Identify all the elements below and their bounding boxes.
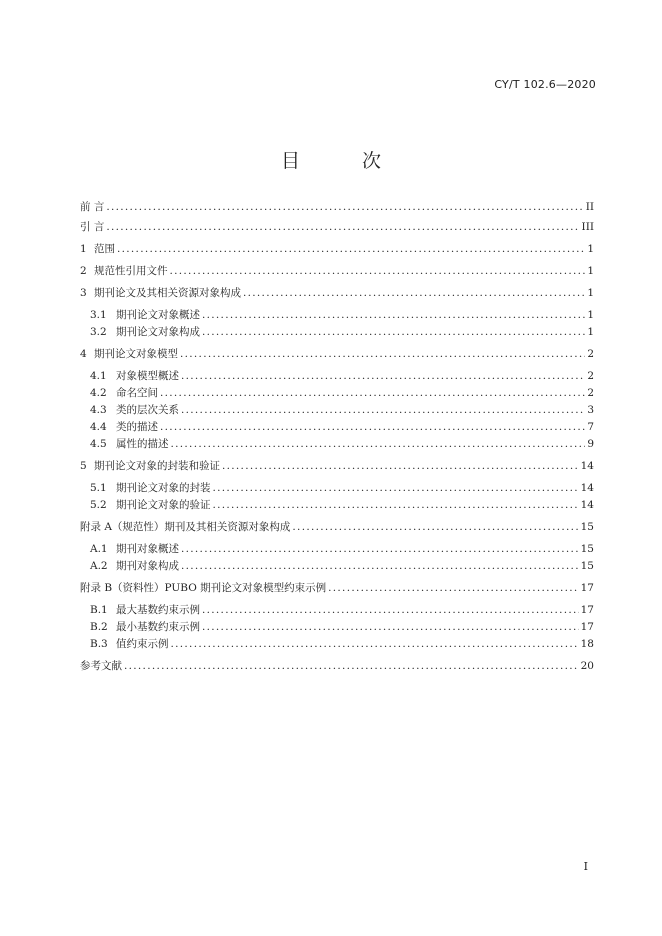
toc-entry[interactable] [80,200,594,214]
toc-entry-page: 1 [587,309,594,321]
toc-entry[interactable] [90,403,594,417]
toc-entry[interactable] [80,242,594,256]
toc-entry-number: 5 [80,460,87,472]
toc-entry-label: 类的描述 [116,421,158,433]
toc-dot-leader [202,308,585,322]
toc-entry-page: 17 [580,604,594,616]
toc-entry[interactable] [80,286,594,300]
toc-dot-leader [181,403,585,417]
toc-entry-number: 4.2 [90,387,107,399]
toc-entry-page: 9 [587,438,594,450]
toc-entry-number: B.1 [90,604,108,616]
page-title: 目 次 [280,150,410,172]
toc-entry[interactable] [90,542,594,556]
toc-entry-number: 3 [80,287,87,299]
toc-entry-label: 参考文献 [80,660,122,672]
toc-dot-leader [171,637,579,651]
toc-dot-leader [124,659,579,673]
toc-entry[interactable] [90,420,594,434]
toc-entry-page: 20 [580,660,594,672]
toc-entry[interactable] [90,308,594,322]
toc-entry-label: 对象模型概述 [116,370,179,382]
toc-entry-label: 期刊论文对象模型 [94,348,178,360]
toc-dot-leader [243,286,585,300]
toc-entry-page: 7 [587,421,594,433]
toc-entry-page: 2 [587,387,594,399]
toc-dot-leader [181,369,585,383]
toc-entry-page: 17 [580,582,594,594]
toc-entry-page: 2 [587,348,594,360]
toc-entry-label: 期刊论文对象的封装和验证 [94,460,220,472]
toc-dot-leader [213,498,579,512]
toc-entry-number: 4.5 [90,438,107,450]
toc-entry[interactable] [90,386,594,400]
toc-entry-label: 期刊论文对象构成 [116,326,200,338]
toc-entry-label: 前 言 [80,201,105,213]
toc-entry-label: 期刊对象构成 [116,560,179,572]
toc-entry-page: 14 [580,460,594,472]
toc-entry-page: 17 [580,621,594,633]
toc-entry[interactable] [80,659,594,673]
toc-entry-page: III [581,221,594,233]
toc-entry-number: B.3 [90,638,108,650]
toc-dot-leader [202,325,585,339]
toc-dot-leader [160,420,585,434]
toc-dot-leader [202,603,579,617]
toc-entry-page: 1 [587,326,594,338]
toc-entry-number: 4.1 [90,370,107,382]
toc-entry-label: 引 言 [80,221,105,233]
toc-entry-number: 2 [80,265,87,277]
toc-entry[interactable] [80,459,594,473]
toc-entry[interactable] [90,369,594,383]
toc-entry-label: 类的层次关系 [116,404,179,416]
toc-entry-page: 1 [587,287,594,299]
toc-entry-page: 14 [580,482,594,494]
toc-entry-label: 附录 A（规范性）期刊及其相关资源对象构成 [80,521,291,533]
toc-entry-label: 最大基数约束示例 [116,604,200,616]
toc-entry-label: 期刊论文对象概述 [116,309,200,321]
toc-entry-page: II [585,201,594,213]
standard-code: CY/T 102.6—2020 [494,78,596,91]
toc-dot-leader [171,437,586,451]
toc-dot-leader [106,220,579,234]
toc-entry-number: A.2 [90,560,108,572]
toc-entry-number: A.1 [90,543,108,555]
toc-entry-number: B.2 [90,621,108,633]
toc-dot-leader [213,481,579,495]
toc-entry-page: 14 [580,499,594,511]
toc-entry-number: 5.2 [90,499,107,511]
toc-entry[interactable] [90,437,594,451]
toc-entry[interactable] [90,559,594,573]
toc-entry-number: 4 [80,348,87,360]
toc-entry-page: 15 [580,543,594,555]
toc-entry-page: 18 [580,638,594,650]
toc-entry-label: 最小基数约束示例 [116,621,200,633]
toc-dot-leader [328,581,578,595]
toc-entry-page: 15 [580,521,594,533]
toc-entry[interactable] [80,264,594,278]
toc-entry-label: 附录 B（资料性）PUBO 期刊论文对象模型约束示例 [80,582,327,594]
toc-dot-leader [181,559,579,573]
toc-entry-label: 期刊论文对象的封装 [116,482,211,494]
toc-dot-leader [117,242,585,256]
toc-entry-number: 1 [80,243,87,255]
toc-entry-number: 4.4 [90,421,107,433]
toc-entry-number: 4.3 [90,404,107,416]
toc-entry-label: 范围 [94,243,115,255]
toc-entry[interactable] [80,347,594,361]
toc-entry[interactable] [90,603,594,617]
toc-entry-label: 期刊对象概述 [116,543,179,555]
toc-entry-label: 期刊论文对象的验证 [116,499,211,511]
toc-dot-leader [170,264,586,278]
toc-entry-label: 期刊论文及其相关资源对象构成 [94,287,241,299]
toc-dot-leader [181,542,579,556]
toc-entry-label: 命名空间 [116,387,158,399]
toc-entry[interactable] [80,220,594,234]
toc-entry-page: 1 [587,265,594,277]
toc-entry-label: 规范性引用文件 [94,265,168,277]
toc-entry-page: 15 [580,560,594,572]
toc-dot-leader [106,200,583,214]
toc-dot-leader [222,459,579,473]
toc-entry-number: 5.1 [90,482,107,494]
toc-entry-label: 值约束示例 [116,638,169,650]
toc-entry[interactable] [80,581,594,595]
toc-entry-number: 3.2 [90,326,107,338]
toc-entry[interactable] [90,620,594,634]
toc-entry[interactable] [80,520,594,534]
toc-entry[interactable] [90,481,594,495]
toc-dot-leader [160,386,585,400]
toc-entry-page: 3 [587,404,594,416]
toc-entry[interactable] [90,637,594,651]
toc-entry-page: 1 [587,243,594,255]
toc-dot-leader [202,620,579,634]
toc-entry-label: 属性的描述 [116,438,169,450]
toc-entry[interactable] [90,325,594,339]
toc-dot-leader [180,347,585,361]
page-number: I [583,860,588,873]
toc-entry[interactable] [90,498,594,512]
toc-entry-page: 2 [587,370,594,382]
toc-entry-number: 3.1 [90,309,107,321]
toc-dot-leader [292,520,578,534]
